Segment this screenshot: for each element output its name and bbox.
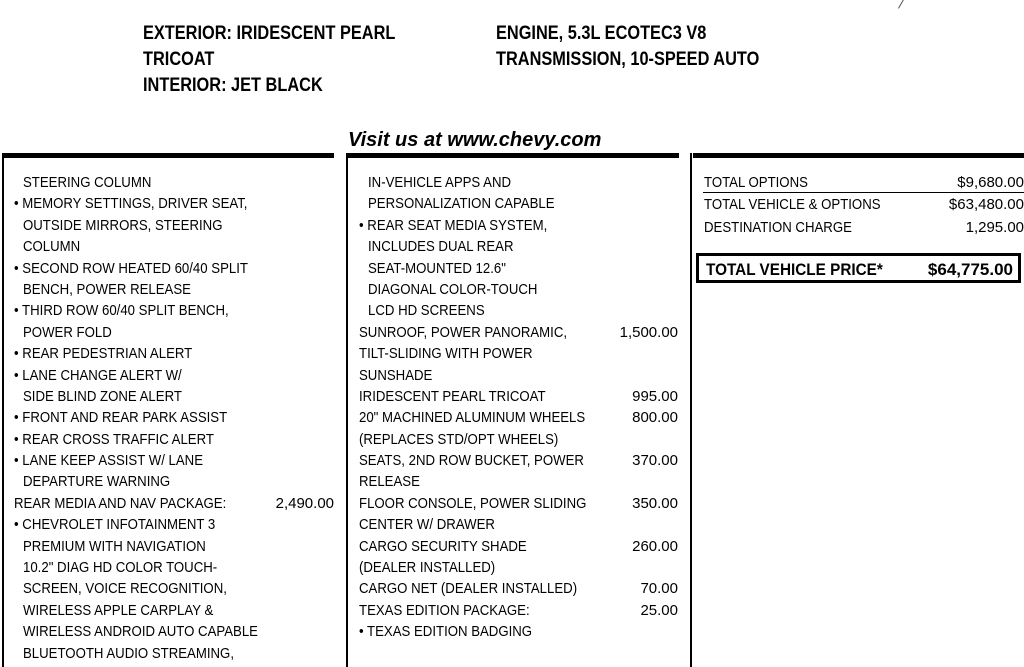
exterior-interior-block	[143, 21, 395, 99]
total-vehicle-price-box	[696, 253, 1021, 283]
option-text: • LANE KEEP ASSIST W/ LANE	[14, 452, 204, 470]
total-line	[704, 194, 1024, 216]
option-line	[359, 621, 678, 642]
option-text: • REAR SEAT MEDIA SYSTEM,	[359, 216, 548, 234]
option-line	[14, 471, 334, 492]
option-text: • MEMORY SETTINGS, DRIVER SEAT,	[14, 195, 248, 213]
option-text: WIRELESS ANDROID AUTO CAPABLE	[23, 623, 258, 641]
option-price: 1,500.00	[619, 323, 678, 341]
option-text: IN-VEHICLE APPS AND	[368, 174, 512, 191]
total-vehicle-price-label: TOTAL VEHICLE PRICE*	[706, 260, 883, 279]
option-line	[359, 343, 678, 364]
option-text: CENTER W/ DRAWER	[359, 516, 495, 534]
option-line	[14, 279, 334, 300]
option-text: • CHEVROLET INFOTAINMENT 3	[14, 516, 216, 534]
option-line	[14, 493, 334, 514]
option-text: • THIRD ROW 60/40 SPLIT BENCH,	[14, 302, 229, 320]
exterior-label-line2: TRICOAT	[143, 49, 215, 70]
transmission-label: TRANSMISSION, 10-SPEED AUTO	[496, 49, 760, 70]
total-amount: $63,480.00	[948, 196, 1024, 214]
option-text: DEPARTURE WARNING	[23, 473, 171, 491]
column3-top-rule	[693, 153, 1024, 158]
option-price: 25.00	[640, 601, 678, 619]
option-line	[359, 407, 678, 428]
option-line	[359, 557, 678, 578]
option-text: SEAT-MOUNTED 12.6"	[368, 259, 506, 277]
column1-left-border	[2, 153, 4, 667]
option-text: OUTSIDE MIRRORS, STEERING	[23, 216, 223, 234]
visit-website-text: Visit us at www.chevy.com	[348, 129, 602, 151]
option-text: IRIDESCENT PEARL TRICOAT	[359, 387, 546, 405]
option-price: 370.00	[632, 452, 678, 470]
option-line	[359, 514, 678, 535]
option-text: BENCH, POWER RELEASE	[23, 280, 191, 298]
option-price: 995.00	[632, 387, 678, 405]
option-line	[14, 429, 334, 450]
option-price: 2,490.00	[275, 494, 334, 512]
option-text: 10.2" DIAG HD COLOR TOUCH-	[23, 559, 218, 577]
option-line	[14, 450, 334, 471]
option-line	[359, 429, 678, 450]
option-line	[359, 386, 678, 407]
option-text: • SECOND ROW HEATED 60/40 SPLIT	[14, 259, 248, 277]
total-label: TOTAL OPTIONS	[704, 174, 808, 191]
engine-label: ENGINE, 5.3L ECOTEC3 V8	[496, 23, 707, 44]
option-line	[359, 471, 678, 492]
option-line	[14, 621, 334, 642]
option-text: INCLUDES DUAL REAR	[368, 238, 514, 256]
option-price: 350.00	[632, 494, 678, 512]
option-text: TILT-SLIDING WITH POWER	[359, 345, 533, 363]
option-line	[359, 236, 678, 257]
option-line	[14, 322, 334, 343]
option-text: • REAR PEDESTRIAN ALERT	[14, 345, 193, 363]
option-text: • LANE CHANGE ALERT W/	[14, 366, 182, 384]
option-text: CARGO NET (DEALER INSTALLED)	[359, 580, 578, 598]
option-line	[14, 258, 334, 279]
option-price: 70.00	[640, 580, 678, 598]
option-line	[14, 215, 334, 236]
option-price: 260.00	[632, 537, 678, 555]
option-text: • REAR CROSS TRAFFIC ALERT	[14, 430, 214, 448]
option-line	[14, 343, 334, 364]
option-line	[359, 536, 678, 557]
option-text: • FRONT AND REAR PARK ASSIST	[14, 409, 228, 427]
option-text: SIDE BLIND ZONE ALERT	[23, 387, 182, 405]
option-text: CARGO SECURITY SHADE	[359, 537, 527, 555]
column2-top-rule	[348, 153, 679, 158]
option-line	[14, 643, 334, 664]
option-text: SUNROOF, POWER PANORAMIC,	[359, 323, 568, 341]
option-text: COLUMN	[23, 238, 81, 256]
option-text: PREMIUM WITH NAVIGATION	[23, 537, 206, 555]
option-line	[359, 193, 678, 214]
total-label: DESTINATION CHARGE	[704, 218, 852, 236]
option-line	[14, 536, 334, 557]
option-line	[359, 322, 678, 343]
interior-label: INTERIOR: JET BLACK	[143, 75, 323, 96]
option-text: • TEXAS EDITION BADGING	[359, 623, 533, 641]
option-line	[359, 600, 678, 621]
total-line	[704, 217, 1024, 239]
option-line	[14, 407, 334, 428]
option-text: TEXAS EDITION PACKAGE:	[359, 601, 530, 619]
option-line	[14, 578, 334, 599]
option-text: RELEASE	[359, 473, 420, 491]
option-line	[359, 578, 678, 599]
option-line	[14, 557, 334, 578]
options-column-2	[359, 172, 678, 643]
option-text: LCD HD SCREENS	[368, 302, 485, 320]
option-line	[359, 300, 678, 321]
option-line	[359, 172, 678, 193]
option-text: SUNSHADE	[359, 366, 433, 384]
total-vehicle-price-amount: $64,775.00	[927, 260, 1013, 279]
option-line	[14, 386, 334, 407]
option-line	[14, 193, 334, 214]
option-text: SCREEN, VOICE RECOGNITION,	[23, 580, 227, 598]
option-line	[359, 493, 678, 514]
option-line	[359, 258, 678, 279]
option-text: BLUETOOTH AUDIO STREAMING,	[23, 644, 234, 662]
column3-left-border	[690, 153, 692, 667]
option-price: 800.00	[632, 409, 678, 427]
totals-block	[704, 172, 1024, 239]
option-text: WIRELESS APPLE CARPLAY &	[23, 601, 214, 619]
option-line	[14, 236, 334, 257]
option-text: FLOOR CONSOLE, POWER SLIDING	[359, 494, 587, 512]
option-line	[359, 365, 678, 386]
option-text: REAR MEDIA AND NAV PACKAGE:	[14, 494, 227, 512]
column2-left-border	[346, 153, 348, 667]
exterior-label-line1: EXTERIOR: IRIDESCENT PEARL	[143, 23, 396, 44]
option-line	[14, 300, 334, 321]
option-line	[14, 365, 334, 386]
option-text: POWER FOLD	[23, 323, 112, 341]
total-options-underline	[703, 192, 1024, 193]
option-line	[359, 215, 678, 236]
option-text: DIAGONAL COLOR-TOUCH	[368, 280, 538, 298]
option-text: PERSONALIZATION CAPABLE	[368, 195, 555, 213]
powertrain-block	[496, 21, 759, 73]
page-corner-mark	[891, 0, 904, 9]
option-line	[359, 450, 678, 471]
total-amount: $9,680.00	[957, 174, 1024, 191]
option-text: SEATS, 2ND ROW BUCKET, POWER	[359, 452, 584, 470]
option-text: (REPLACES STD/OPT WHEELS)	[359, 430, 559, 448]
option-text: STEERING COLUMN	[23, 174, 152, 191]
total-label: TOTAL VEHICLE & OPTIONS	[704, 196, 881, 214]
option-text: (DEALER INSTALLED)	[359, 559, 496, 577]
option-line	[14, 600, 334, 621]
option-text: 20" MACHINED ALUMINUM WHEELS	[359, 409, 586, 427]
option-line	[359, 279, 678, 300]
option-line	[14, 514, 334, 535]
options-column-1	[14, 172, 334, 664]
option-line	[14, 172, 334, 193]
total-amount: 1,295.00	[965, 218, 1024, 236]
column1-top-rule	[2, 153, 334, 158]
